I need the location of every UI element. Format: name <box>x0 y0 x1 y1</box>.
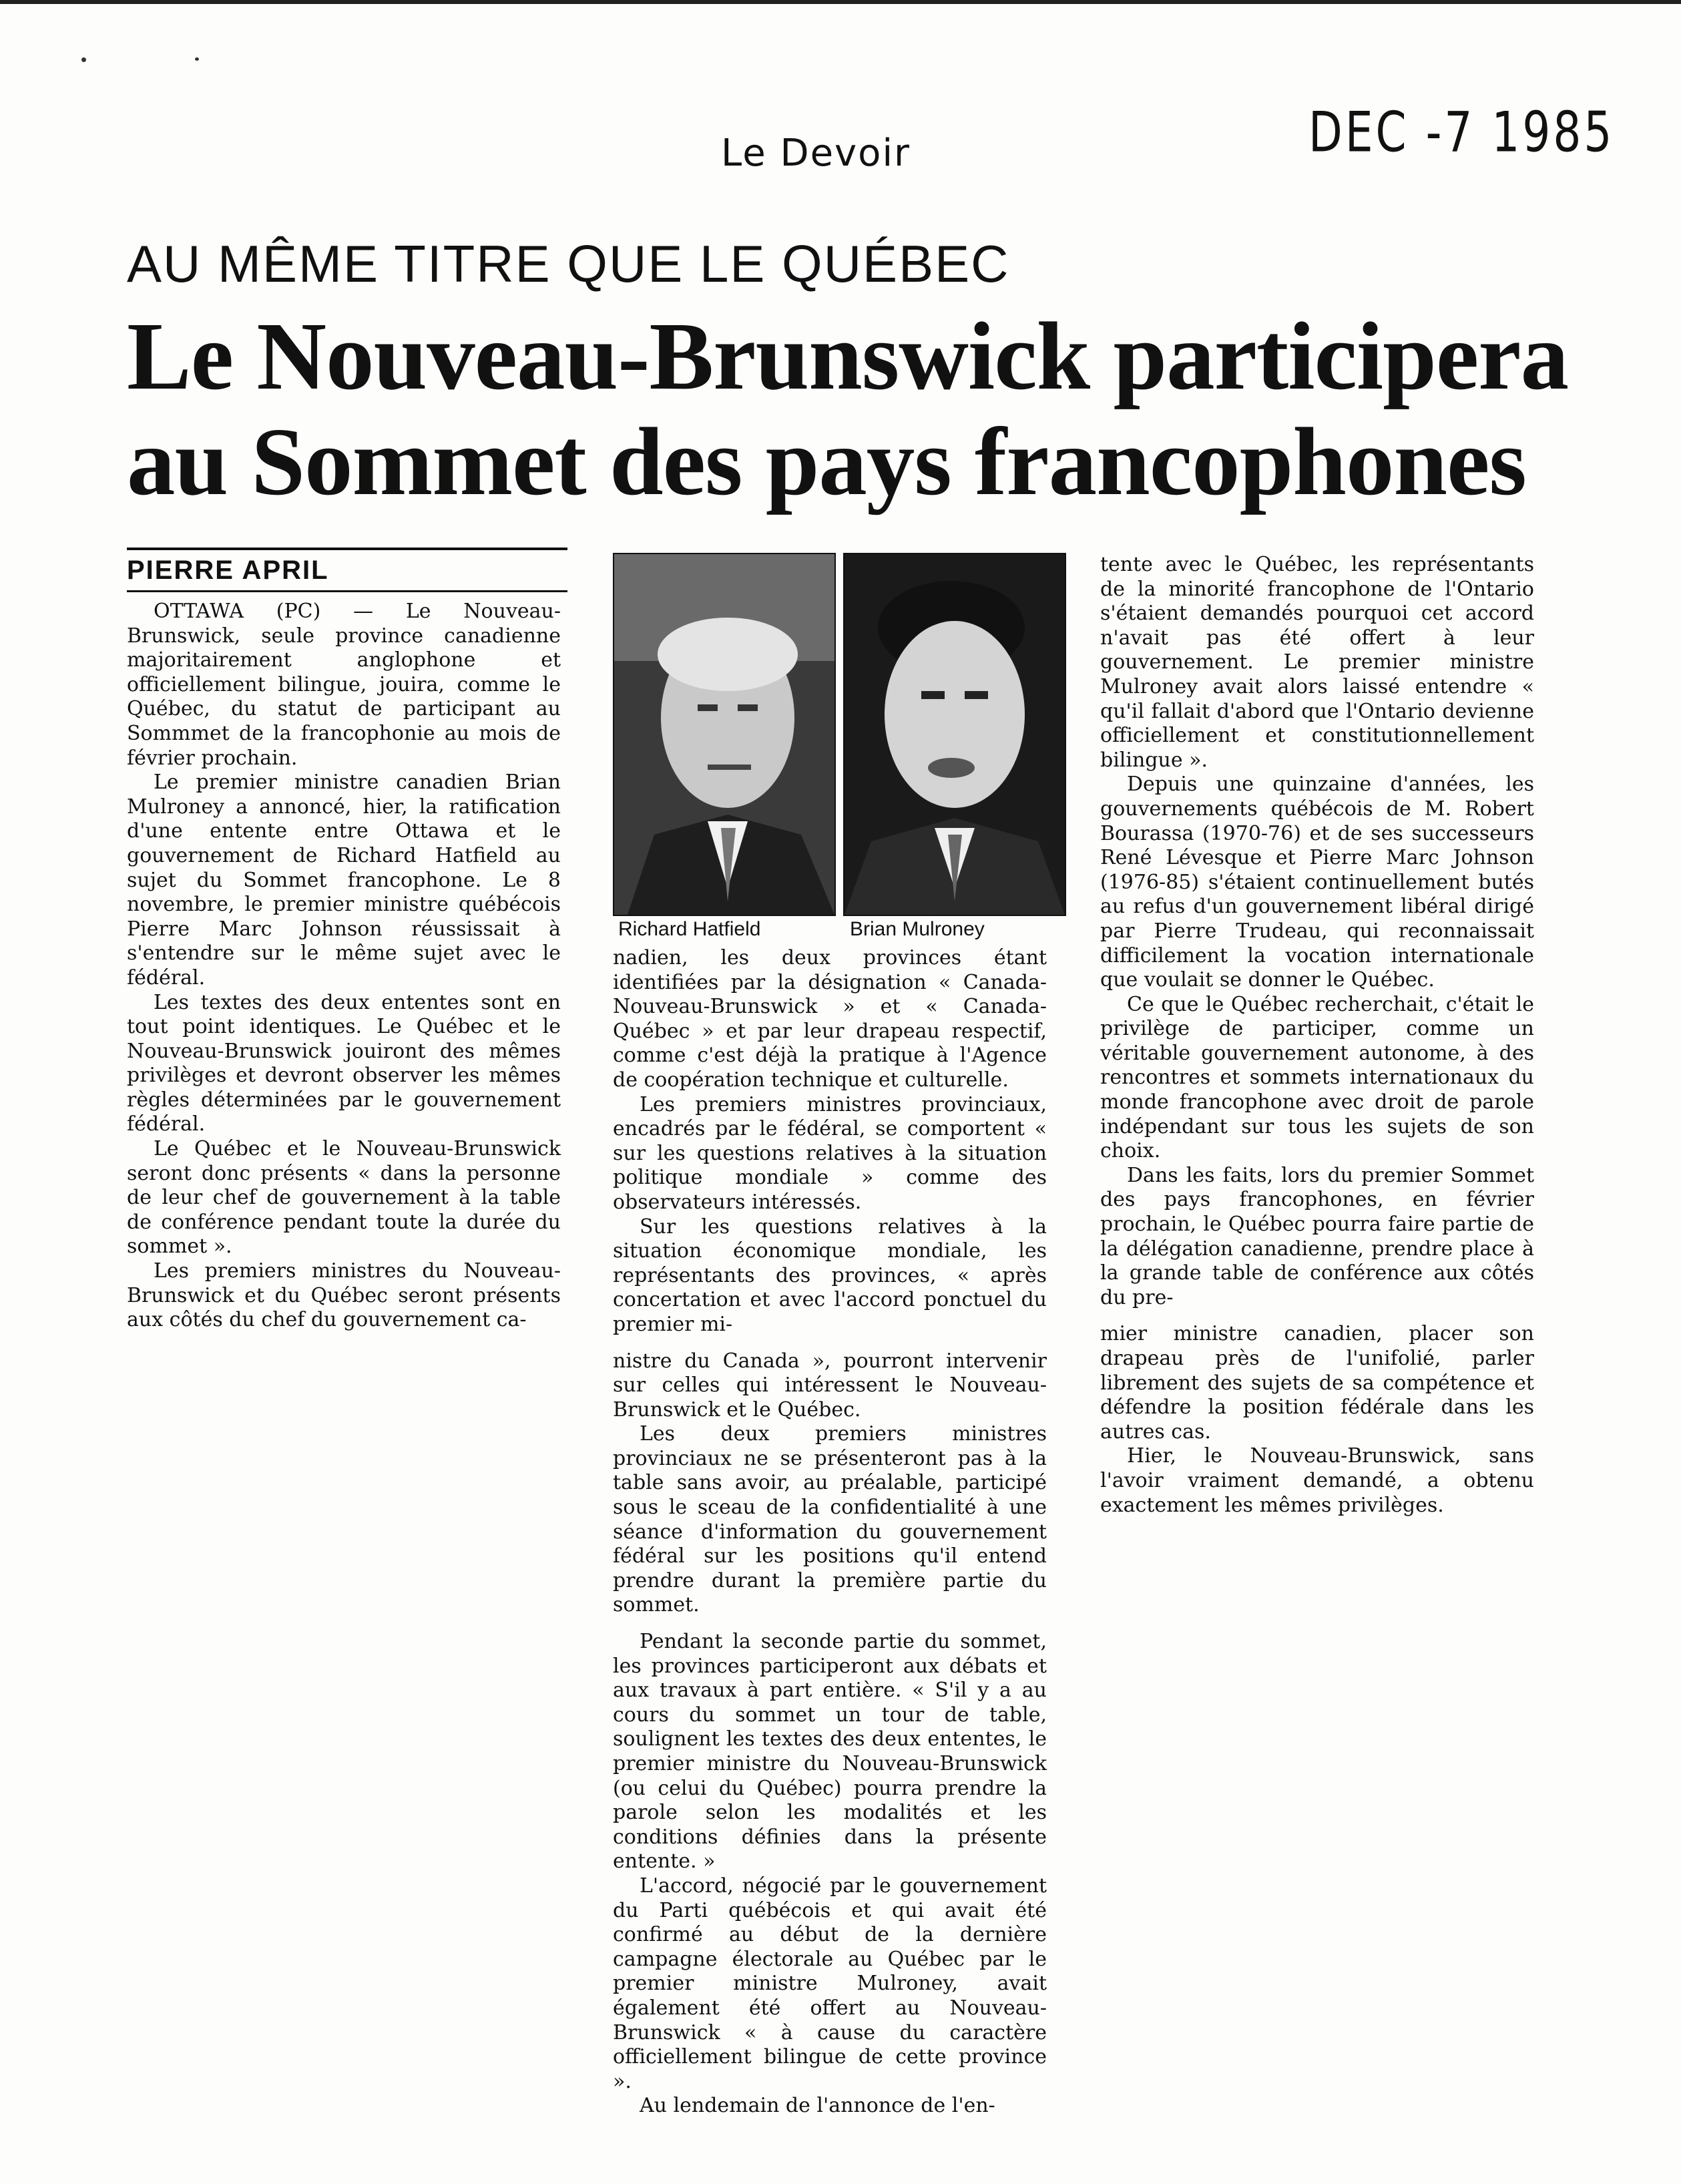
article-headline <box>127 304 1582 515</box>
paragraph: tente avec le Québec, les représentants de la minorité francophone de l'Ontario s'étaient demandés pourquoi cet accord n'avait pas été offert à leur gouvernement. Le premier ministre Mulroney avait alors laissé entendre « qu'il fallait d'abord que l'Ontario devienne officiellement et constitutionnellement bilingue ». <box>1100 553 1534 772</box>
paragraph: Ce que le Québec recherchait, c'était le privilège de participer, comme un véritable gouvernement autonome, à des rencontres et sommets internationaux du monde francophone avec droit de parole indépendant sur tous les sujets de son choix. <box>1100 992 1534 1163</box>
paragraph: mier ministre canadien, placer son drapeau près de l'unifolié, parler librement des sujets de sa compétence et défendre la position fédérale dans les autres cas. <box>1100 1322 1534 1444</box>
paragraph: Pendant la seconde partie du sommet, les provinces participeront aux débats et aux travaux à part entière. « S'il y a au cours du sommet un tour de table, soulignent les textes des deux ententes, le premier ministre du Nouveau-Brunswick (ou celui du Québec) pourra prendre la parole selon les modalités et les conditions définies dans la présente entente. » <box>613 1630 1047 1874</box>
paragraph: Les premiers ministres provinciaux, encadrés par le fédéral, se comportent « sur les questions relatives à la situation politique mondiale » comme des observateurs intéressés. <box>613 1092 1047 1214</box>
paragraph: Hier, le Nouveau-Brunswick, sans l'avoir vraiment demandé, a obtenu exactement les mêmes privilèges. <box>1100 1444 1534 1517</box>
paragraph: Au lendemain de l'annonce de l'en- <box>640 2094 995 2118</box>
byline: PIERRE APRIL <box>127 556 329 585</box>
paragraph: Les textes des deux ententes sont en tout point identiques. Le Québec et le Nouveau-Brunswick jouiront des mêmes privilèges et devront observer les mêmes règles déterminées par le gouvernement fédéral. <box>127 990 561 1136</box>
newspaper-masthead: Le Devoir <box>721 132 911 175</box>
scan-speck <box>81 57 86 62</box>
headline-line-2: au Sommet des pays francophones <box>127 409 1526 515</box>
photo-block <box>613 553 1067 940</box>
article-column-1 <box>127 600 561 1333</box>
paragraph: Les premiers ministres du Nouveau-Brunswick et du Québec seront présents aux côtés du chef du gouvernement ca- <box>127 1259 561 1332</box>
paragraph: nistre du Canada », pourront intervenir sur celles qui intéressent le Nouveau-Brunswick et le Québec. <box>613 1349 1047 1422</box>
article-column-3 <box>1100 553 1534 1518</box>
paragraph: Sur les questions relatives à la situation économique mondiale, les représentants des provinces, « après concertation et avec l'accord ponctuel du premier mi- <box>613 1215 1047 1336</box>
headline-line-1: Le Nouveau-Brunswick participera <box>127 303 1569 410</box>
scan-top-edge <box>0 0 1681 4</box>
date-stamp: DEC -7 1985 <box>1308 100 1615 165</box>
byline-rule-bottom <box>127 590 567 592</box>
paragraph: Le premier ministre canadien Brian Mulroney a annoncé, hier, la ratification d'une entente entre Ottawa et le gouvernement de Richard Hatfield au sujet du Sommet francophone. Le 8 novembre, le premier ministre québécois Pierre Marc Johnson réussissait à s'entendre sur le même sujet avec le fédéral. <box>127 771 561 990</box>
article-column-2 <box>613 946 1047 2119</box>
caption-mulroney: Brian Mulroney <box>850 918 985 940</box>
scan-speck <box>195 57 199 61</box>
paragraph: nadien, les deux provinces étant identifiées par la désignation « Canada-Nouveau-Brunswick » et « Canada-Québec » et par leur drapeau respectif, comme c'est déjà la pratique à l'Agence de coopération technique et culturelle. <box>613 946 1047 1092</box>
article-kicker: AU MÊME TITRE QUE LE QUÉBEC <box>127 234 1010 293</box>
photo-mulroney <box>843 553 1066 916</box>
paragraph: OTTAWA (PC) — Le Nouveau-Brunswick, seule province canadienne majoritairement anglophone et officiellement bilingue, jouira, comme le Québec, du statut de participant au Sommmet de la francophonie au mois de février prochain. <box>127 600 561 770</box>
byline-rule-top <box>127 548 567 550</box>
paragraph: Dans les faits, lors du premier Sommet des pays francophones, en février prochain, le Québec pourra faire partie de la délégation canadienne, prendre place à la grande table de conférence aux côtés du pre- <box>1100 1163 1534 1309</box>
paragraph: L'accord, négocié par le gouvernement du Parti québécois et qui avait été confirmé au début de la dernière campagne électorale au Québec par le premier ministre Mulroney, avait également été offert au Nouveau-Brunswick « à cause du caractère officiellement bilingue de cette province ». <box>613 1874 1047 2093</box>
photo-hatfield <box>613 553 836 916</box>
paragraph: Les deux premiers ministres provinciaux ne se présenteront pas à la table sans avoir, au préalable, participé sous le sceau de la confidentialité à une séance d'information du gouvernement fédéral sur les positions qu'il entend prendre durant la première partie du sommet. <box>613 1422 1047 1617</box>
paragraph: Depuis une quinzaine d'années, les gouvernements québécois de M. Robert Bourassa (1970-76) et de ses successeurs René Lévesque et Pierre Marc Johnson (1976-85) s'étaient continuellement butés au refus d'un gouvernement libéral dirigé par Pierre Trudeau, qui reconnaissait difficilement la vocation internationale que voulait se donner le Québec. <box>1100 773 1534 992</box>
caption-hatfield: Richard Hatfield <box>618 918 761 940</box>
paragraph: Le Québec et le Nouveau-Brunswick seront donc présents « dans la personne de leur chef de gouvernement à la table de conférence pendant toute la durée du sommet ». <box>127 1137 561 1259</box>
